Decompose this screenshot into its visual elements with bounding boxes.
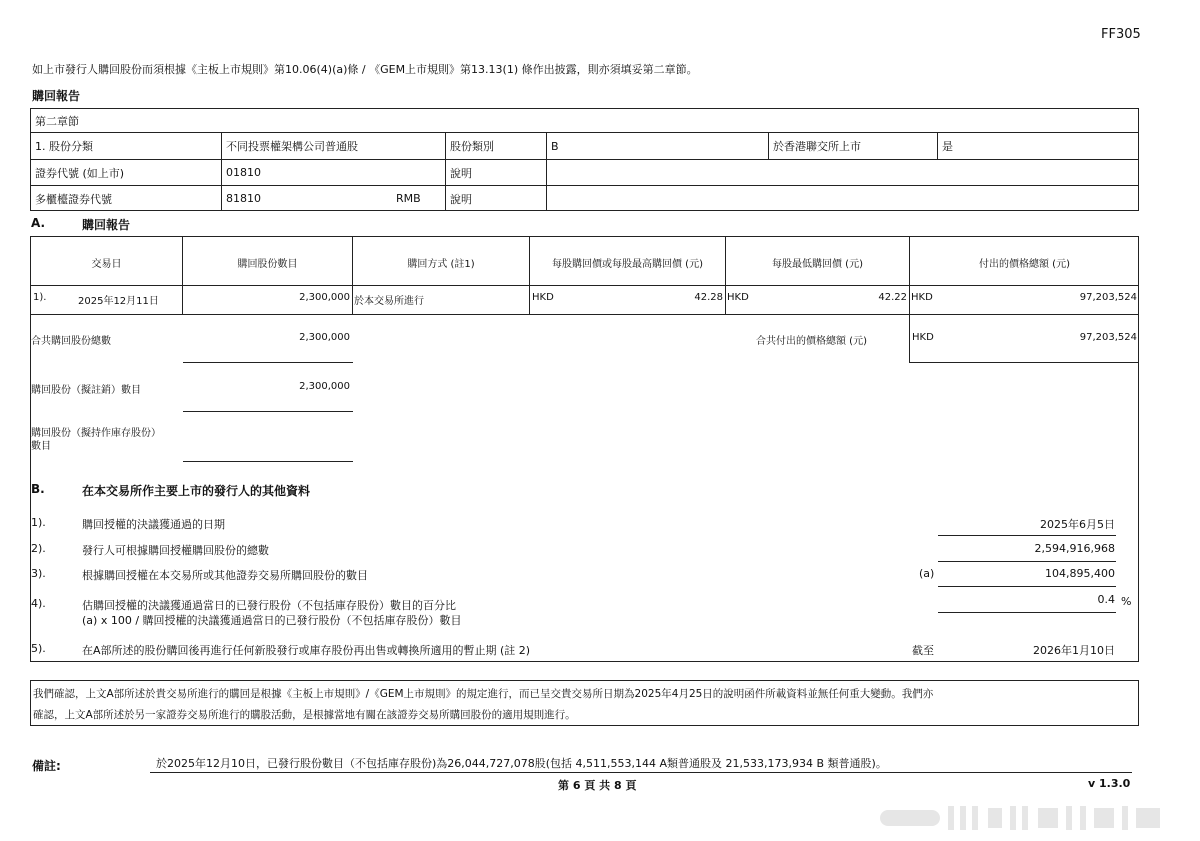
b-item-1-value: 2025年6月5日 <box>1040 518 1115 531</box>
report-title: 購回報告 <box>32 89 81 103</box>
b-item-4-index: 4). <box>31 597 46 610</box>
section-b-title: 在本交易所作主要上市的發行人的其他資料 <box>82 484 311 498</box>
section-a-title: 購回報告 <box>82 218 131 232</box>
row-method: 於本交易所進行 <box>354 296 424 307</box>
b-item-3-text: 根據購回授權在本交易所或其他證券交易所購回股份的數目 <box>82 569 368 582</box>
header-low-price: 每股最低購回價 (元) <box>772 259 863 270</box>
treasury-label-2: 數目 <box>31 441 51 452</box>
row-low-currency: HKD <box>727 292 749 303</box>
b-item-4-unit: % <box>1121 595 1132 608</box>
b-item-3-index: 3). <box>31 567 46 580</box>
header-shares: 購回股份數目 <box>237 259 298 270</box>
remarks-text: 於2025年12月10日，已發行股份數目（不包括庫存股份)為26,044,727,078股(包括 4,511,553,144 A類普通股及 21,533,173,934 B 類普通股)。 <box>156 757 887 770</box>
row-total-paid: 97,203,524 <box>1079 292 1137 303</box>
header-high-price: 每股購回價或每股最高購回價 (元) <box>552 259 703 270</box>
multi-counter-currency: RMB <box>396 192 421 205</box>
version: v 1.3.0 <box>1088 777 1131 790</box>
header-method: 購回方式 (註1) <box>407 259 475 270</box>
row-index: 1). <box>33 292 47 303</box>
remarks-label: 備註: <box>32 759 61 773</box>
chapter-title: 第二章節 <box>35 114 79 128</box>
b-item-5-text: 在A部所述的股份購回後再進行任何新股發行或庫存股份再出售或轉換所適用的暫止期 (註 2) <box>82 644 531 657</box>
b-item-2-index: 2). <box>31 542 46 555</box>
treasury-label-1: 購回股份（擬持作庫存股份） <box>31 428 161 439</box>
b-item-1-index: 1). <box>31 516 46 529</box>
header-total-paid: 付出的價格總額 (元) <box>979 259 1070 270</box>
cancel-label: 購回股份（擬註銷）數目 <box>31 385 141 396</box>
multi-counter-label: 多櫃檯證券代號 <box>35 192 112 206</box>
section-a-letter: A. <box>31 216 46 230</box>
multi-counter-desc-label: 說明 <box>450 192 472 206</box>
stock-code-desc-label: 說明 <box>450 166 472 180</box>
b-item-5-index: 5). <box>31 642 46 655</box>
b-item-3-tag: (a) <box>919 567 935 580</box>
share-type-label: 股份類別 <box>450 140 494 153</box>
share-class-value: 不同投票權架構公司普通股 <box>226 140 358 153</box>
b-item-5-value: 2026年1月10日 <box>1033 644 1115 657</box>
section-b-letter: B. <box>31 482 45 496</box>
total-paid-label: 合共付出的價格總額 (元) <box>756 336 867 347</box>
b-item-2-value: 2,594,916,968 <box>1034 542 1115 555</box>
b-item-5-tag: 截至 <box>912 644 934 657</box>
form-code: FF305 <box>1101 27 1141 42</box>
share-type-value: B <box>551 139 559 153</box>
b-item-4-value: 0.4 <box>1097 593 1115 606</box>
row-total-currency: HKD <box>911 292 933 303</box>
intro-note: 如上市發行人購回股份而須根據《主板上市規則》第10.06(4)(a)條 / 《GEM上市規則》第13.13(1) 條作出披露，則亦須填妥第二章節。 <box>32 63 698 76</box>
total-paid-currency: HKD <box>912 332 934 343</box>
repurchase-table <box>30 236 1139 315</box>
watermark-graphic <box>870 798 1170 838</box>
cancel-value: 2,300,000 <box>299 381 350 392</box>
b-item-1-text: 購回授權的決議獲通過的日期 <box>82 518 225 531</box>
total-paid-value: 97,203,524 <box>1079 332 1137 343</box>
total-shares-value: 2,300,000 <box>299 332 350 343</box>
stock-code-label: 證券代號 (如上市) <box>35 166 125 180</box>
listed-label: 於香港聯交所上市 <box>773 140 861 153</box>
b-item-3-value: 104,895,400 <box>1045 567 1115 580</box>
header-date: 交易日 <box>91 259 122 270</box>
stock-code-value: 01810 <box>226 166 261 179</box>
share-class-label: 1. 股份分類 <box>35 140 93 153</box>
row-low-price: 42.22 <box>878 292 907 303</box>
page-number: 第 6 頁 共 8 頁 <box>558 779 637 792</box>
confirmation-line-2: 確認，上文A部所述於另一家證券交易所進行的購股活動，是根據當地有關在該證券交易所購回股份的適用規則進行。 <box>33 709 576 721</box>
b-item-2-text: 發行人可根據購回授權購回股份的總數 <box>82 544 269 557</box>
row-shares: 2,300,000 <box>299 292 350 303</box>
multi-counter-value: 81810 <box>226 192 261 205</box>
listed-value: 是 <box>942 140 953 153</box>
confirmation-line-1: 我們確認，上文A部所述於貴交易所進行的購回是根據《主板上市規則》/《GEM上市規則》的規定進行，而已呈交貴交易所日期為2025年4月25日的說明函件所載資料並無任何重大變動。我們亦 <box>33 688 934 700</box>
row-date: 2025年12月11日 <box>78 296 159 307</box>
b-item-4-text-2: (a) x 100 / 購回授權的決議獲通過當日的已發行股份（不包括庫存股份）數目 <box>82 614 462 627</box>
b-item-4-text: 估購回授權的決議獲通過當日的已發行股份（不包括庫存股份）數目的百分比 <box>82 599 456 612</box>
total-shares-label: 合共購回股份總數 <box>31 336 111 347</box>
row-high-currency: HKD <box>532 292 554 303</box>
row-high-price: 42.28 <box>694 292 723 303</box>
